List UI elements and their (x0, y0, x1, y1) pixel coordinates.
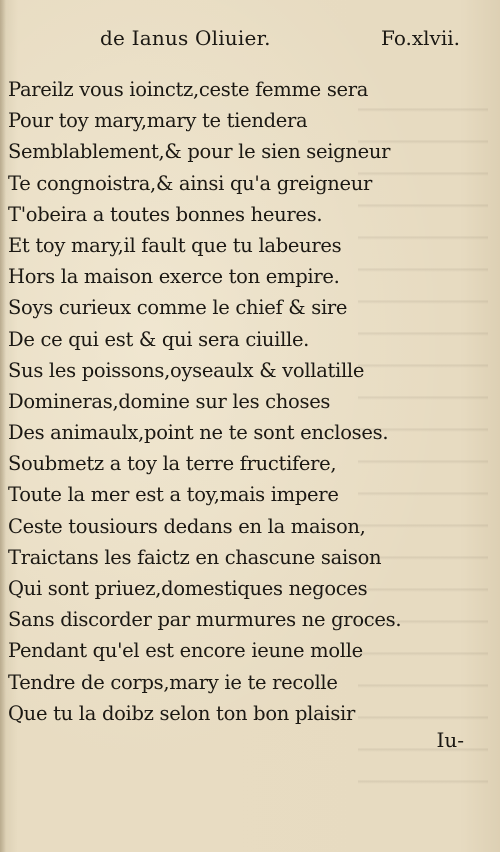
running-head (100, 26, 460, 56)
folio-number: Fo.xlvii. (381, 26, 460, 50)
verse-line: Hors la maison exerce ton empire. (8, 265, 340, 289)
verse-line: Qui sont priuez,domestiques negoces (8, 577, 368, 600)
verse-block (8, 74, 448, 729)
verse-line: Soys curieux comme le chief & sire (8, 296, 348, 320)
verse-line: Te congnoistra,& ainsi qu'a greigneur (8, 171, 373, 195)
catchword: Iu- (436, 728, 464, 752)
verse-line: Soubmetz a toy la terre fructifere, (8, 452, 337, 476)
verse-line: Que tu la doibz selon ton bon plaisir (8, 701, 355, 725)
verse-line: Pendant qu'el est encore ieune molle (8, 639, 363, 663)
verse-line: Domineras,domine sur les choses (8, 389, 331, 413)
verse-line: Pareilz vous ioinctz,ceste femme sera (8, 78, 369, 101)
verse-line: De ce qui est & qui sera ciuille. (8, 327, 310, 351)
verse-line: Traictans les faictz en chascune saison (8, 545, 382, 569)
verse-line: T'obeira a toutes bonnes heures. (8, 202, 323, 226)
verse-line: Et toy mary,il fault que tu labeures (8, 233, 342, 257)
verse-line: Semblablement,& pour le sien seigneur (8, 140, 391, 164)
verse-line: Ceste tousiours dedans en la maison, (8, 514, 366, 538)
verse-line: Tendre de corps,mary ie te recolle (8, 670, 338, 694)
verse-line: Sans discorder par murmures ne groces. (8, 608, 402, 632)
verse-line: Pour toy mary,mary te tiendera (8, 109, 308, 133)
page-gutter-shadow (0, 0, 6, 852)
running-head-title: de Ianus Oliuier. (100, 26, 271, 50)
verse-line: Sus les poissons,oyseaulx & vollatille (8, 358, 365, 382)
verse-line: Des animaulx,point ne te sont encloses. (8, 421, 389, 445)
verse-line: Toute la mer est a toy,mais impere (8, 483, 339, 507)
